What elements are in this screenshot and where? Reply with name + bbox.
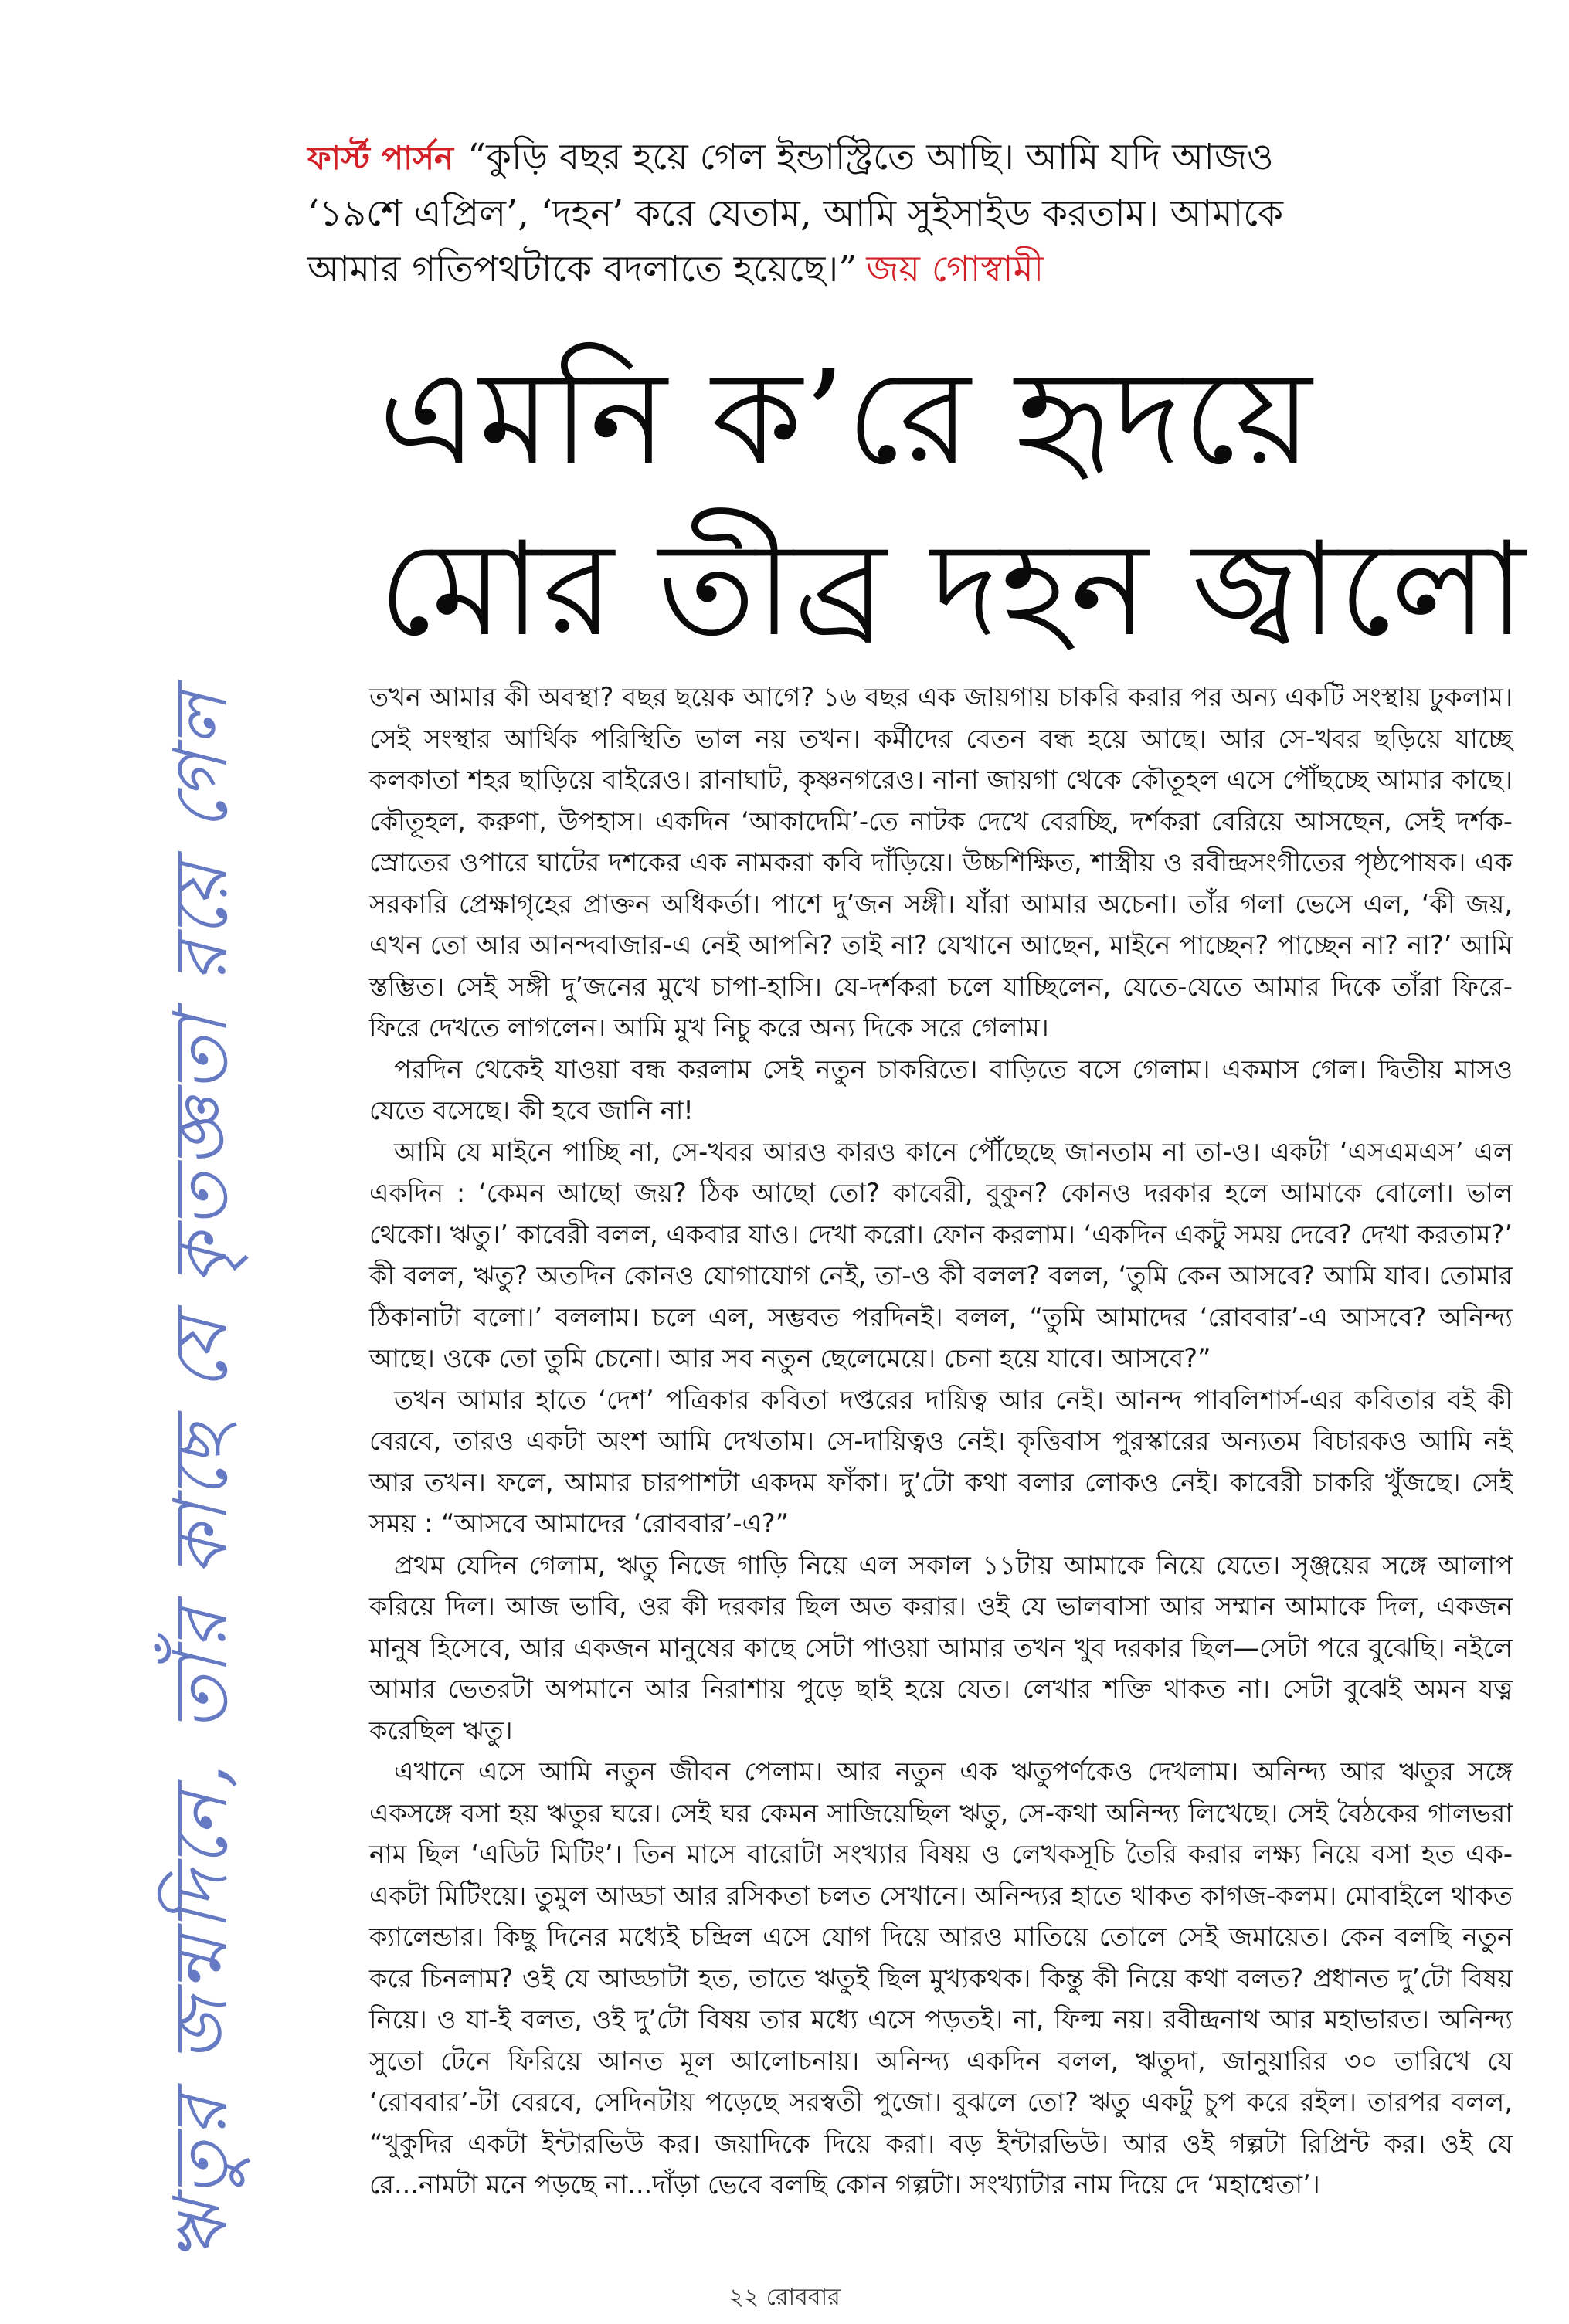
pull-quote-kicker: ফার্স্ট পার্সন <box>307 139 454 177</box>
body-paragraph: পরদিন থেকেই যাওয়া বন্ধ করলাম সেই নতুন চাকরিতে। বাড়িতে বসে গেলাম। একমাস গেল। দ্বিতীয় মাসও যেতে বসেছে। কী হবে জানি না! <box>369 1053 1513 1125</box>
pull-quote-author: জয় গোস্বামী <box>866 248 1044 290</box>
article-body <box>369 677 1513 2206</box>
body-paragraph: এখানে এসে আমি নতুন জীবন পেলাম। আর নতুন এক ঋতুপর্ণকেও দেখলাম। অনিন্দ্য আর ঋতুর সঙ্গে একসঙ্গে বসা হয় ঋতুর ঘরে। সেই ঘর কেমন সাজিয়েছিল ঋতু, সে-কথা অনিন্দ্য লিখেছে। সেই বৈঠকের গালভরা নাম ছিল ‘এডিট মিটিং’। তিন মাসে বারোটা সংখ্যার বিষয় ও লেখকসূচি তৈরি করার লক্ষ্য নিয়ে বসা হত এক-একটা মিটিংয়ে। তুমুল আড্ডা আর রসিকতা চলত সেখানে। অনিন্দ্যর হাতে থাকত কাগজ-কলম। মোবাইলে থাকত ক্যালেন্ডার। কিছু দিনের মধ্যেই চন্দ্রিল এসে যোগ দিয়ে আরও মাতিয়ে তোলে সেই জমায়েত। কেন বলছি নতুন করে চিনলাম? ওই যে আড্ডাটা হত, তাতে ঋতুই ছিল মুখ্যকথক। কিন্তু কী নিয়ে কথা বলত? প্রধানত দু’টো বিষয় নিয়ে। ও যা-ই বলত, ওই দু’টো বিষয় তার মধ্যে এসে পড়তই। না, ফিল্ম নয়। রবীন্দ্রনাথ আর মহাভারত। অনিন্দ্য সুতো টেনে ফিরিয়ে আনত মূল আলোচনায়। অনিন্দ্য একদিন বলল, ঋতুদা, জানুয়ারির ৩০ তারিখে যে ‘রোববার’-টা বেরবে, সেদিনটায় পড়েছে সরস্বতী পুজো। বুঝলে তো? ঋতু একটু চুপ করে রইল। তারপর বলল, “খুকুদির একটা ইন্টারভিউ কর। জয়াদিকে দিয়ে করা। বড় ইন্টারভিউ। আর ওই গল্পটা রিপ্রিন্ট কর। ওই যে রে...নামটা মনে পড়ছে না...দাঁড়া ভেবে বলছি কোন গল্পটা। সংখ্যাটার নাম দিয়ে দে ‘মহাশ্বেতা’। <box>369 1756 1513 2200</box>
pull-quote <box>307 130 1358 297</box>
page-folio: ২২ রোববার <box>728 2284 841 2311</box>
headline-line-2: মোর তীব্র দহন জ্বালো <box>379 514 1527 665</box>
body-paragraph: তখন আমার হাতে ‘দেশ’ পত্রিকার কবিতা দপ্তরের দায়িত্ব আর নেই। আনন্দ পাবলিশার্স-এর কবিতার বই কী বেরবে, তারও একটা অংশ আমি দেখতাম। সে-দায়িত্বও নেই। কৃত্তিবাস পুরস্কারের অন্যতম বিচারকও আমি নই আর তখন। ফলে, আমার চারপাশটা একদম ফাঁকা। দু’টো কথা বলার লোকও নেই। কাবেরী চাকরি খুঁজছে। সেই সময় : “আসবে আমাদের ‘রোববার’-এ?” <box>369 1384 1513 1539</box>
headline-line-1: এমনি ক’রে হৃদয়ে <box>379 342 1314 494</box>
article-headline <box>379 332 1527 675</box>
body-paragraph: প্রথম যেদিন গেলাম, ঋতু নিজে গাড়ি নিয়ে এল সকাল ১১টায় আমাকে নিয়ে যেতে। সৃঞ্জয়ের সঙ্গে আলাপ করিয়ে দিল। আজ ভাবি, ওর কী দরকার ছিল অত করার। ওই যে ভালবাসা আর সম্মান আমাকে দিল, একজন মানুষ হিসেবে, আর একজন মানুষের কাছে সেটা পাওয়া আমার তখন খুব দরকার ছিল—সেটা পরে বুঝেছি। নইলে আমার ভেতরটা অপমানে আর নিরাশায় পুড়ে ছাই হয়ে যেত। লেখার শক্তি থাকত না। সেটা বুঝেই অমন যত্ন করেছিল ঋতু। <box>369 1549 1513 1746</box>
body-paragraph: তখন আমার কী অবস্থা? বছর ছয়েক আগে? ১৬ বছর এক জায়গায় চাকরি করার পর অন্য একটি সংস্থায় ঢুকলাম। সেই সংস্থার আর্থিক পরিস্থিতি ভাল নয় তখন। কর্মীদের বেতন বন্ধ হয়ে আছে। আর সে-খবর ছড়িয়ে যাচ্ছে কলকাতা শহর ছাড়িয়ে বাইরেও। রানাঘাট, কৃষ্ণনগরেও। নানা জায়গা থেকে কৌতূহল এসে পৌঁছচ্ছে আমার কাছে। কৌতূহল, করুণা, উপহাস। একদিন ‘আকাদেমি’-তে নাটক দেখে বেরচ্ছি, দর্শকরা বেরিয়ে আসছেন, সেই দর্শক-স্রোতের ওপারে ঘাটের দশকের এক নামকরা কবি দাঁড়িয়ে। উচ্চশিক্ষিত, শাস্ত্রীয় ও রবীন্দ্রসংগীতের পৃষ্ঠপোষক। এক সরকারি প্রেক্ষাগৃহের প্রাক্তন অধিকর্তা। পাশে দু’জন সঙ্গী। যাঁরা আমার অচেনা। তাঁর গলা ভেসে এল, ‘কী জয়, এখন তো আর আনন্দবাজার-এ নেই আপনি? তাই না? যেখানে আছেন, মাইনে পাচ্ছেন? পাচ্ছেন না? না?’ আমি স্তম্ভিত। সেই সঙ্গী দু’জনের মুখে চাপা-হাসি। যে-দর্শকরা চলে যাচ্ছিলেন, যেতে-যেতে আমার দিকে তাঁরা ফিরে-ফিরে দেখতে লাগলেন। আমি মুখ নিচু করে অন্য দিকে সরে গেলাম। <box>369 682 1513 1043</box>
body-paragraph: আমি যে মাইনে পাচ্ছি না, সে-খবর আরও কারও কানে পৌঁছেছে জানতাম না তা-ও। একটা ‘এসএমএস’ এল একদিন : ‘কেমন আছো জয়? ঠিক আছো তো? কাবেরী, বুকুন? কোনও দরকার হলে আমাকে বোলো। ভাল থেকো। ঋতু।’ কাবেরী বলল, একবার যাও। দেখা করো। ফোন করলাম। ‘একদিন একটু সময় দেবে? দেখা করতাম?’ কী বলল, ঋতু? অতদিন কোনও যোগাযোগ নেই, তা-ও কী বলল? বলল, ‘তুমি কেন আসবে? আমি যাব। তোমার ঠিকানাটা বলো।’ বললাম। চলে এল, সম্ভবত পরদিনই। বলল, “তুমি আমাদের ‘রোববার’-এ আসবে? অনিন্দ্য আছে। ওকে তো তুমি চেনো। আর সব নতুন ছেলেমেয়ে। চেনা হয়ে যাবে। আসবে?” <box>369 1136 1513 1373</box>
pull-quote-text: “কুড়ি বছর হয়ে গেল ইন্ডাস্ট্রিতে আছি। আমি যদি আজও ‘১৯শে এপ্রিল’, ‘দহন’ করে যেতাম, আমি সুইসাইড করতাম। আমাকে আমার গতিপথটাকে বদলাতে হয়েছে।” <box>307 136 1283 290</box>
handwritten-margin-note: ঋতুর জন্মদিনে, তাঁর কাছে যে কৃতজ্ঞতা রয়ে গেল <box>158 687 244 2263</box>
